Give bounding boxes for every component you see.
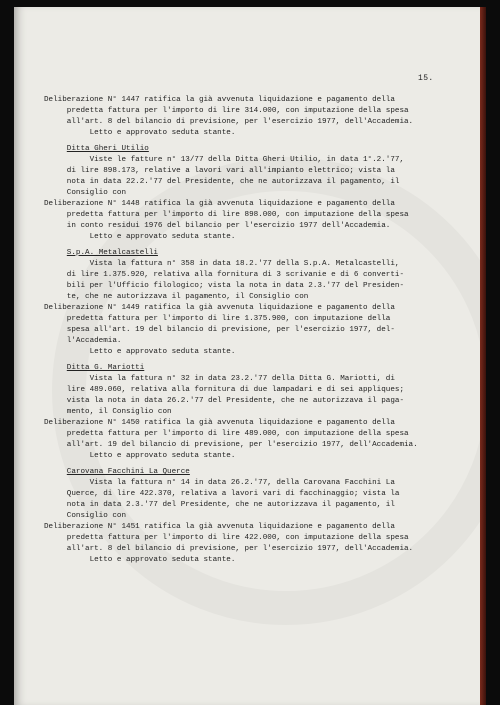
section-heading-line xyxy=(44,248,444,259)
text-line: Deliberazione N° 1450 ratifica la già avvenuta liquidazione e pagamento della xyxy=(44,419,395,427)
text-line: predetta fattura per l'importo di lire 489.000, con imputazione della spesa xyxy=(44,430,409,438)
text-line: vista la nota in data 26.2.'77 del Presidente, che ne autorizzava il paga- xyxy=(44,397,405,405)
text-line: predetta fattura per l'importo di lire 314.000, con imputazione della spesa xyxy=(44,107,409,115)
text-line: nota in data 2.3.'77 del Presidente, che ne autorizzava il pagamento, il xyxy=(44,501,395,509)
text-line: Consiglio con xyxy=(44,512,127,520)
document-body xyxy=(44,95,444,566)
text-line: Consiglio con xyxy=(44,189,127,197)
text-line: all'art. 8 del bilancio di previsione, per l'esercizio 1977, dell'Accademia. xyxy=(44,545,414,553)
page-number: 15. xyxy=(418,74,434,83)
text-line: Letto e approvato seduta stante. xyxy=(44,233,236,241)
text-line: di lire 1.375.920, relativa alla fornitura di 3 scrivanie e di 6 converti- xyxy=(44,271,405,279)
text-line: all'art. 8 del bilancio di previsione, per l'esercizio 1977, dell'Accademia. xyxy=(44,118,414,126)
text-line: Letto e approvato seduta stante. xyxy=(44,129,236,137)
section-heading-line xyxy=(44,144,444,155)
text-line: Vista la fattura n° 32 in data 23.2.'77 della Ditta G. Mariotti, di xyxy=(44,375,395,383)
text-line: predetta fattura per l'importo di lire 1.375.900, con imputazione della xyxy=(44,315,391,323)
text-line: predetta fattura per l'importo di lire 422.000, con imputazione della spesa xyxy=(44,534,409,542)
text-line: Vista la fattura n° 14 in data 26.2.'77, della Carovana Facchini La xyxy=(44,479,395,487)
text-line: lire 489.060, relativa alla fornitura di due lampadari e di sei appliques; xyxy=(44,386,405,394)
text-line: Letto e approvato seduta stante. xyxy=(44,556,236,564)
text-line: all'art. 19 del bilancio di previsione, per l'esercizio 1977, dell'Accademia. xyxy=(44,441,418,449)
text-line: Deliberazione N° 1448 ratifica la già avvenuta liquidazione e pagamento della xyxy=(44,200,395,208)
section-heading-line xyxy=(44,467,444,478)
text-line: te, che ne autorizzava il pagamento, il Consiglio con xyxy=(44,293,309,301)
text-line: Vista la fattura n° 358 in data 18.2.'77 della S.p.A. Metalcastelli, xyxy=(44,260,400,268)
text-line: l'Accademia. xyxy=(44,337,122,345)
text-line: Viste le fatture n° 13/77 della Ditta Gheri Utilio, in data 1°.2.'77, xyxy=(44,156,405,164)
text-line: Letto e approvato seduta stante. xyxy=(44,452,236,460)
section-heading: Carovana Facchini La Querce xyxy=(66,468,190,476)
text-line: Letto e approvato seduta stante. xyxy=(44,348,236,356)
book-edge xyxy=(480,7,486,705)
section-heading: Ditta G. Mariotti xyxy=(66,364,145,372)
text-line: bili per l'Ufficio filologico; vista la nota in data 2.3.'77 del Presiden- xyxy=(44,282,405,290)
text-line: mento, il Consiglio con xyxy=(44,408,172,416)
text-line: predetta fattura per l'importo di lire 898.000, con imputazione della spesa xyxy=(44,211,409,219)
text-line: Deliberazione N° 1451 ratifica la già avvenuta liquidazione e pagamento della xyxy=(44,523,395,531)
text-line: di lire 898.173, relative a lavori vari all'impianto elettrico; vista la xyxy=(44,167,395,175)
text-line: in conto residui 1976 del bilancio per l'esercizio 1977 dell'Accademia. xyxy=(44,222,391,230)
section-heading: S.p.A. Metalcastelli xyxy=(66,249,158,257)
text-line: Querce, di lire 422.370, relativa a lavori vari di facchinaggio; vista la xyxy=(44,490,400,498)
text-line: Deliberazione N° 1449 ratifica la già avvenuta liquidazione e pagamento della xyxy=(44,304,395,312)
section-heading: Ditta Gheri Utilio xyxy=(66,145,149,153)
text-line: spesa all'art. 19 del bilancio di previsione, per l'esercizio 1977, del- xyxy=(44,326,395,334)
text-line: nota in data 22.2.'77 del Presidente, che ne autorizzava il pagamento, il xyxy=(44,178,400,186)
text-line: Deliberazione N° 1447 ratifica la già avvenuta liquidazione e pagamento della xyxy=(44,96,395,104)
section-heading-line xyxy=(44,363,444,374)
